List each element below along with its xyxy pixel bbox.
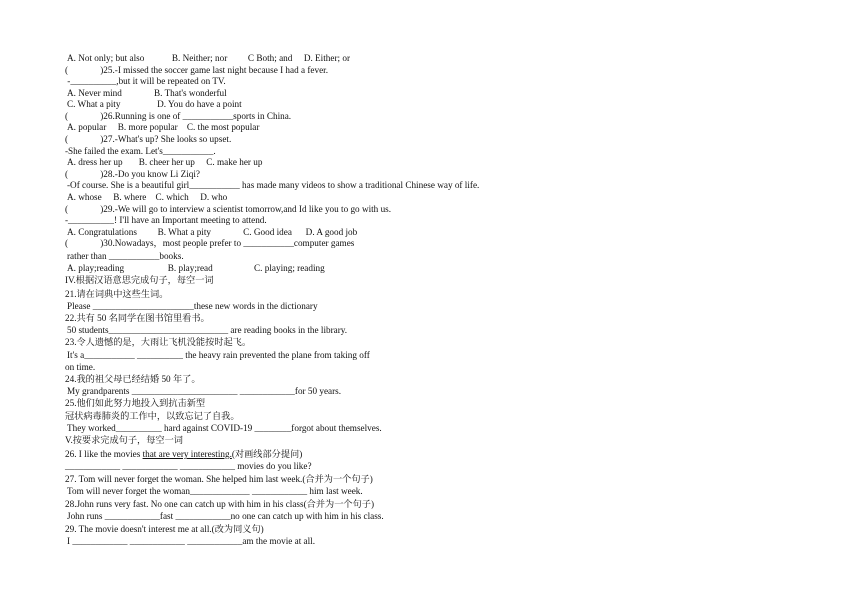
s25-chinese: 25.他们如此努力地投入到抗击新型 xyxy=(65,398,206,408)
q27-question: ( )27.-What's up? She looks so upset. xyxy=(65,134,232,144)
t29-answer: I ____________ ____________ ____________am the movie at all. xyxy=(67,536,316,546)
s22-chinese: 22.共有 50 名同学在图书馆里看书。 xyxy=(65,313,210,323)
t26-text: 26. I like the movies xyxy=(65,449,143,459)
q26-question: ( )26.Running is one of ___________sports in China. xyxy=(65,111,292,121)
q27-reply: -She failed the exam. Let's___________. xyxy=(65,146,216,156)
q30-question: ( )30.Nowadays，most people prefer to ___________computer games xyxy=(65,238,355,248)
q25-options-cd: C. What a pity D. You do have a point xyxy=(67,99,242,109)
section-iv-heading: IV.根据汉语意思完成句子，每空一词 xyxy=(65,275,214,285)
t28-answer: John runs ____________fast ____________no one can catch up with him in his class. xyxy=(67,511,384,521)
t27-answer: Tom will never forget the woman_____________ ____________ him last week. xyxy=(67,486,363,496)
s23-chinese: 23.令人遗憾的是，大雨让飞机没能按时起飞。 xyxy=(65,337,252,347)
t26-answer: ____________ ____________ ____________ movies do you like? xyxy=(65,461,312,471)
q26-options: A. popular B. more popular C. the most popular xyxy=(67,122,260,132)
q29-options: A. Congratulations B. What a pity C. Good idea D. A good job xyxy=(67,227,358,237)
q25-question: ( )25.-I missed the soccer game last night because I had a fever. xyxy=(65,65,329,75)
section-v-heading: V.按要求完成句子，每空一词 xyxy=(65,435,183,445)
t27-sentence: 27. Tom will never forget the woman. She helped him last week.(合并为一个句子) xyxy=(65,474,373,484)
s24-english: My grandparents _______________________ ____________for 50 years. xyxy=(67,386,342,396)
q28-question: ( )28.-Do you know Li Ziqi? xyxy=(65,169,200,179)
q28-reply: -Of course. She is a beautiful girl___________ has made many videos to show a traditional Chinese way of life. xyxy=(67,180,480,190)
s21-chinese: 21.请在词典中这些生词。 xyxy=(65,289,169,299)
q25-options-ab: A. Never mind B. That's wonderful xyxy=(67,88,227,98)
s23-english: It's a___________ __________ the heavy rain prevented the plane from taking off xyxy=(67,350,370,360)
t26-underlined-part: that are very interesting. xyxy=(142,449,232,459)
q29-question: ( )29.-We will go to interview a scientist tomorrow,and Id like you to go with us. xyxy=(65,204,392,214)
s24-chinese: 24.我的祖父母已经结婚 50 年了。 xyxy=(65,374,201,384)
q25-reply: -__________,but it will be repeated on TV. xyxy=(65,76,226,86)
s23-english-cont: on time. xyxy=(65,362,96,372)
t26-sentence xyxy=(65,449,302,460)
t26-instruction: (对画线部分提问) xyxy=(231,449,303,459)
q24-options: A. Not only; but also B. Neither; nor C Both; and D. Either; or xyxy=(67,53,351,63)
t29-sentence: 29. The movie doesn't interest me at all.(改为同义句) xyxy=(65,524,264,534)
s25-english: They worked__________ hard against COVID-19 ________forgot about themselves. xyxy=(67,423,382,433)
q28-options: A. whose B. where C. which D. who xyxy=(67,192,228,202)
q30-options: A. play;reading B. play;read C. playing; reading xyxy=(67,263,325,273)
q29-reply: -__________! I'll have an Important meeting to attend. xyxy=(65,215,267,225)
s22-english: 50 students__________________________ are reading books in the library. xyxy=(67,325,348,335)
q27-options: A. dress her up B. cheer her up C. make her up xyxy=(67,157,263,167)
t28-sentence: 28.John runs very fast. No one can catch up with him in his class(合并为一个句子) xyxy=(65,499,375,509)
s25-chinese-cont: 冠状病毒肺炎的工作中，以致忘记了自我。 xyxy=(65,411,240,421)
s21-english: Please ______________________these new words in the dictionary xyxy=(67,301,318,311)
q30-question-cont: rather than ___________books. xyxy=(67,251,184,261)
